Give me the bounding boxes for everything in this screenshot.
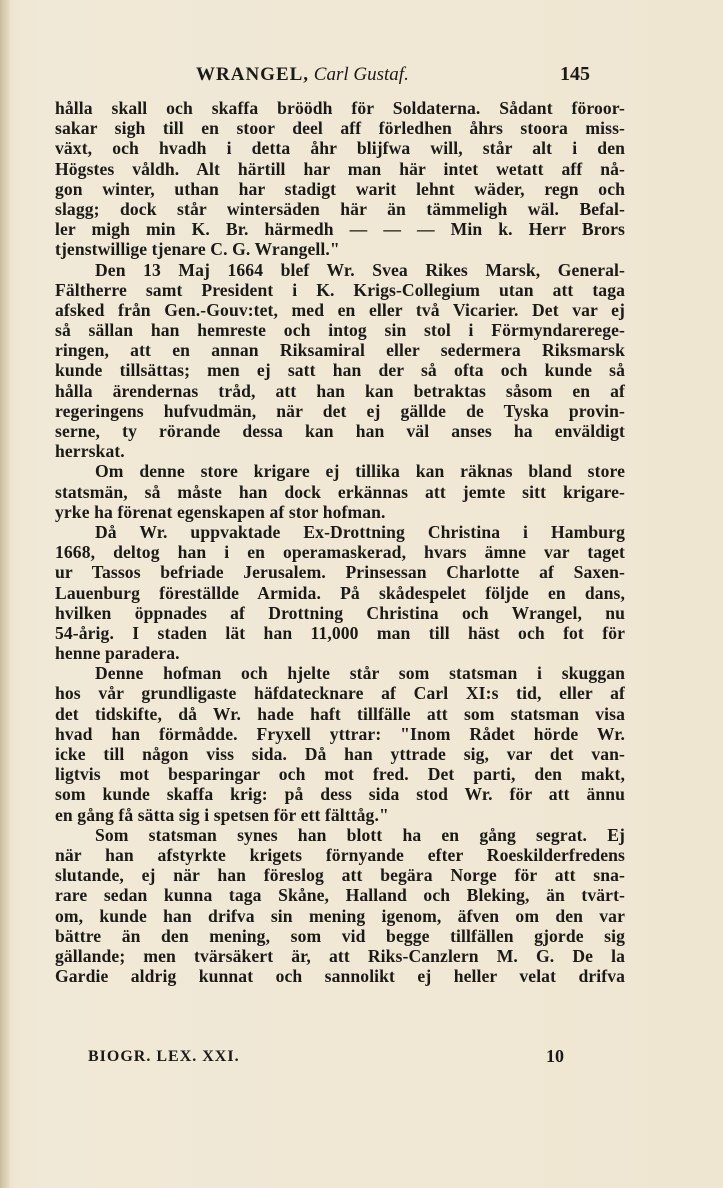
text-line: icke till någon viss sida. Då han yttrade sig, var det van- [55, 744, 625, 764]
text-line: Gardie aldrig kunnat och sannolikt ej heller velat drifva [55, 966, 625, 987]
text-line: Denne hofman och hjelte står som statsman i skuggan [95, 663, 625, 684]
text-line: gon winter, uthan har stadigt warit lehnt wäder, regn och [55, 178, 625, 199]
text-line: herrskat. [55, 441, 125, 462]
sheet-number: 10 [546, 1046, 564, 1066]
running-head [196, 64, 576, 90]
text-line: hålla skall och skaffa bröödh för Soldaterna. Sådant föroor- [55, 98, 625, 118]
text-line: så sällan han hemreste och intog sin stol i Förmyndarerege- [55, 320, 625, 341]
text-line: ligtvis mot besparingar och mot fred. Det parti, den makt, [55, 764, 625, 785]
text-line: Fältherre samt President i K. Krigs-Collegium utan att taga [55, 279, 625, 300]
text-line: slutande, ej när han föreslog att begära Norge för att sna- [55, 865, 625, 886]
body-text [55, 98, 625, 986]
page-number: 145 [560, 63, 590, 85]
text-line: Lauenburg föreställde Armida. På skådespelet följde en dans, [55, 582, 625, 603]
signature-mark: BIOGR. LEX. XXI. [88, 1048, 240, 1065]
text-line: statsmän, så måste han dock erkännas att jemte sitt krigare- [55, 481, 625, 502]
text-line: som kunde skaffa krig: på dess sida stod Wr. för att ännu [55, 784, 625, 805]
text-line: 1668, deltog han i en operamaskerad, hvars ämne var taget [55, 542, 625, 563]
text-line: regeringens hufvudmän, när det ej gällde de Tyska provin- [55, 400, 625, 421]
text-line: Som statsman synes han blott ha en gång segrat. Ej [95, 824, 625, 845]
text-line: hålla ärendernas tråd, att han kan betraktas såsom en af [55, 380, 625, 401]
running-head-name: WRANGEL, [196, 64, 310, 85]
text-line: tjenstwillige tjenare C. G. Wrangell." [55, 239, 340, 260]
text-line: slagg; dock står wintersäden här än tämmeligh wäl. Befal- [55, 198, 625, 219]
text-line: det tidskifte, då Wr. hade haft tillfälle att som statsman visa [55, 703, 625, 724]
text-line: 54-årig. I staden lät han 11,000 man till häst och fot för [55, 622, 625, 643]
text-line: hvad han förmådde. Fryxell yttrar: "Inom Rådet hörde Wr. [55, 723, 625, 744]
text-line: hvilken öppnades af Drottning Christina och Wrangel, nu [55, 602, 625, 623]
text-line: rare sedan kunna taga Skåne, Halland och Bleking, än tvärt- [55, 885, 625, 906]
text-line: gällande; men tvärsäkert är, att Riks-Canzlern M. G. De la [55, 945, 625, 966]
text-line: Högstes våldh. Alt härtill har man här intet wetatt aff nå- [55, 158, 625, 179]
text-line: sakar sigh till en stoor deel aff förledhen åhrs stoora miss- [55, 118, 625, 139]
text-line: henne paradera. [55, 643, 180, 664]
text-line: Då Wr. uppvaktade Ex-Drottning Christina i Hamburg [95, 521, 625, 542]
text-line: ringen, att en annan Riksamiral eller sedermera Riksmarsk [55, 340, 625, 361]
text-line: yrke ha förenat egenskapen af stor hofman. [55, 501, 386, 522]
text-line: ler migh min K. Br. härmedh — — — Min k. Herr Brors [55, 219, 625, 240]
text-line: Den 13 Maj 1664 blef Wr. Svea Rikes Marsk, General- [95, 259, 625, 280]
text-line: Om denne store krigare ej tillika kan räknas bland store [95, 461, 625, 482]
text-line: när han afstyrkte krigets förnyande efter Roeskilderfredens [55, 844, 625, 865]
text-line: kunde tillsättas; men ej satt han der så ofta och kunde så [55, 360, 625, 381]
text-line: afsked från Gen.-Gouv:tet, med en eller två Vicarier. Det var ej [55, 299, 625, 320]
text-line: serne, ty rörande dessa kan han väl anses ha enväldigt [55, 421, 625, 441]
page-footer [88, 1048, 578, 1072]
text-line: bättre än den mening, som vid begge tillfällen gjorde sig [55, 925, 625, 946]
running-head-subtitle: Carl Gustaf. [313, 64, 409, 85]
text-line: en gång få sätta sig i spetsen för ett fälttåg." [55, 804, 389, 825]
page-edge [0, 0, 10, 1188]
text-line: ur Tassos befriade Jerusalem. Prinsessan Charlotte af Saxen- [55, 562, 625, 583]
text-line: växt, och hvadh i detta åhr blijfwa will, står alt i den [55, 138, 625, 159]
text-line: om, kunde han drifva sin mening igenom, äfven om den var [55, 905, 625, 926]
text-line: hos vår grundligaste häfdatecknare af Carl XI:s tid, eller af [55, 683, 625, 704]
